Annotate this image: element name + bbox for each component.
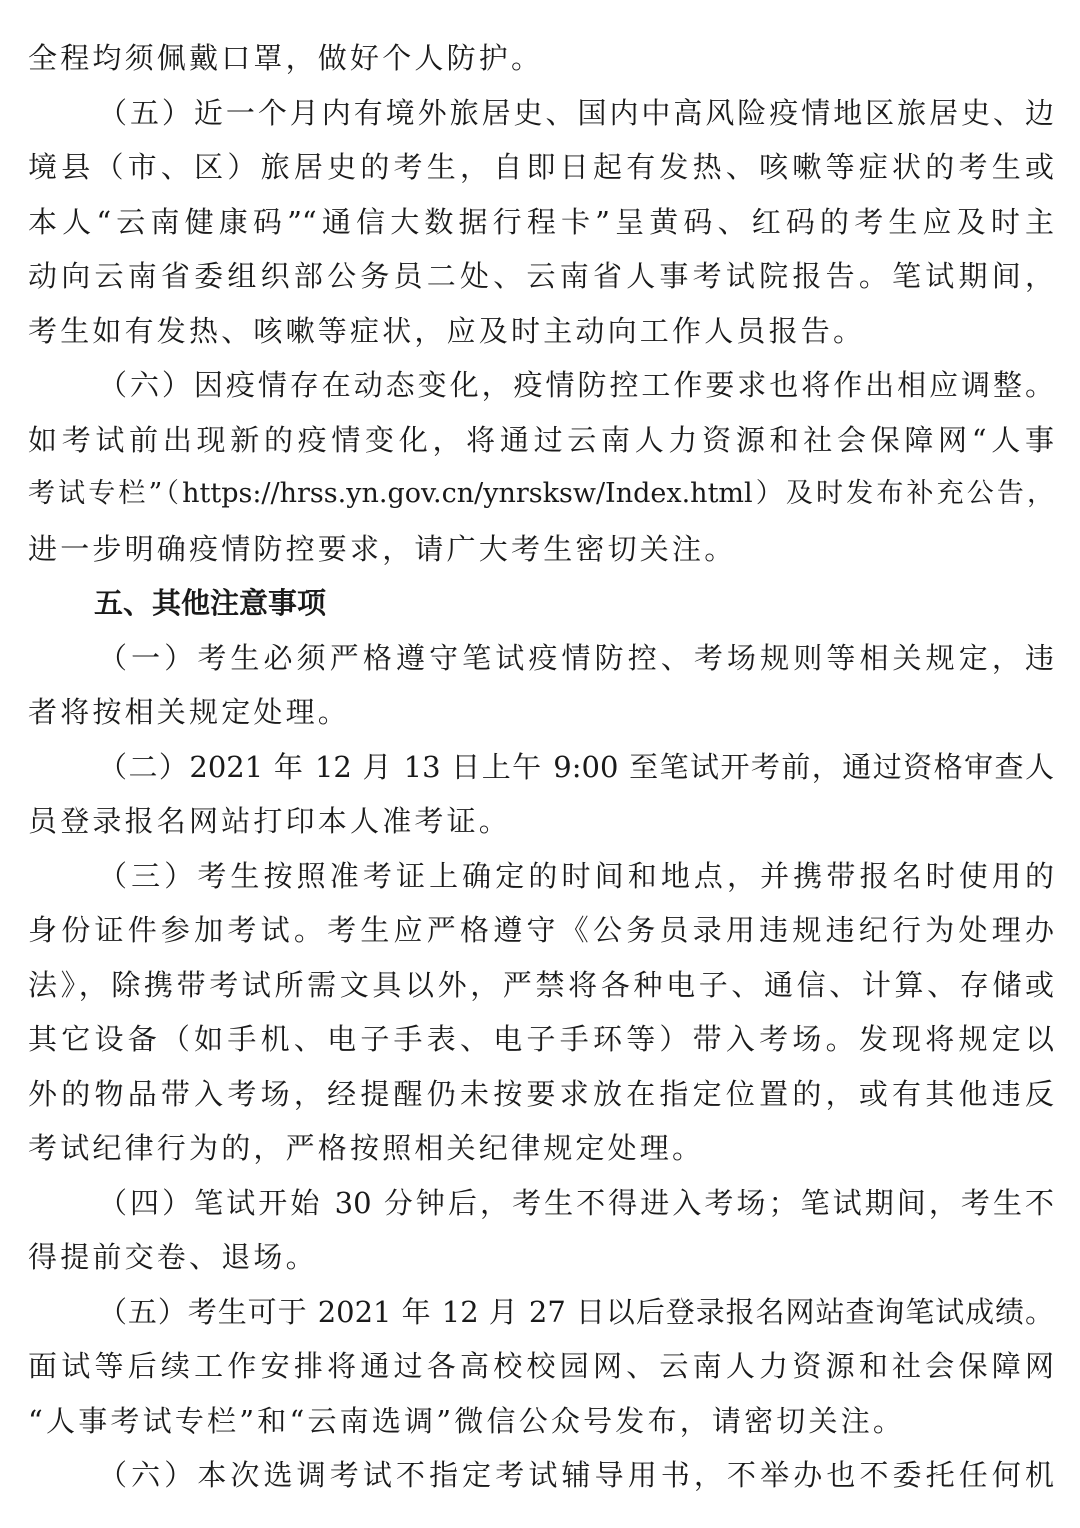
document-page [28,31,1054,1503]
notice-item-5 [28,1285,1054,1449]
paragraph-line: 法》，除携带考试所需文具以外，严禁将各种电子、通信、计算、存储或 [28,967,1054,1002]
paragraph-line: 如考试前出现新的疫情变化，将通过云南人力资源和社会保障网“人事 [28,422,1054,457]
paragraph-item-6 [28,358,1054,576]
paragraph-line: 本人“云南健康码”“通信大数据行程卡”呈黄码、红码的考生应及时主 [28,204,1054,239]
paragraph-line: 全程均须佩戴口罩，做好个人防护。 [28,41,544,75]
paragraph-line: 考生如有发热、咳嗽等症状，应及时主动向工作人员报告。 [28,313,866,348]
paragraph-line: （四）笔试开始 30 分钟后，考生不得进入考场；笔试期间，考生不 [98,1185,1054,1220]
paragraph-line: （二）2021 年 12 月 13 日上午 9:00 至笔试开考前，通过资格审查人 [98,749,1054,784]
notice-item-3 [28,849,1054,1176]
paragraph-line: 考试纪律行为的，严格按照相关纪律规定处理。 [28,1131,705,1165]
paragraph-line-with-url: 考试专栏”（https://hrss.yn.gov.cn/ynrsksw/Index.html）及时发布补充公告， [28,478,1054,509]
paragraph-line: 进一步明确疫情防控要求，请广大考生密切关注。 [28,531,737,566]
section-heading: 五、其他注意事项 [94,586,327,620]
notice-item-4 [28,1176,1054,1285]
notice-item-1 [28,631,1054,740]
paragraph-line: 动向云南省委组织部公务员二处、云南省人事考试院报告。笔试期间， [28,259,1054,293]
paragraph-line: （六）本次选调考试不指定考试辅导用书，不举办也不委托任何机 [98,1458,1054,1492]
paragraph-line: 面试等后续工作安排将通过各高校校园网、云南人力资源和社会保障网 [28,1349,1054,1383]
paragraph-line: （六）因疫情存在动态变化，疫情防控工作要求也将作出相应调整。 [98,368,1054,402]
paragraph-line: （一）考生必须严格遵守笔试疫情防控、考场规则等相关规定，违 [98,640,1054,675]
paragraph-line: “人事考试专栏”和“云南选调”微信公众号发布，请密切关注。 [28,1403,906,1438]
paragraph-line: 其它设备（如手机、电子手表、电子手环等）带入考场。发现将规定以 [28,1022,1054,1056]
paragraph-item-5 [28,86,1054,359]
notice-item-6 [28,1448,1054,1503]
notice-item-2 [28,740,1054,849]
paragraph-line: 员登录报名网站打印本人准考证。 [28,804,512,838]
paragraph-line: 身份证件参加考试。考生应严格遵守《公务员录用违规违纪行为处理办 [28,913,1054,947]
paragraph-line: （三）考生按照准考证上确定的时间和地点，并携带报名时使用的 [98,858,1054,893]
paragraph-line: 境县（市、区）旅居史的考生，自即日起有发热、咳嗽等症状的考生或 [28,150,1054,184]
paragraph-line: （五）近一个月内有境外旅居史、国内中高风险疫情地区旅居史、边 [98,95,1054,130]
paragraph-line: 者将按相关规定处理。 [28,695,351,729]
paragraph-line: 得提前交卷、退场。 [28,1240,318,1274]
paragraph-line: （五）考生可于 2021 年 12 月 27 日以后登录报名网站查询笔试成绩。 [98,1294,1054,1329]
paragraph-line: 外的物品带入考场，经提醒仍未按要求放在指定位置的，或有其他违反 [28,1076,1054,1111]
